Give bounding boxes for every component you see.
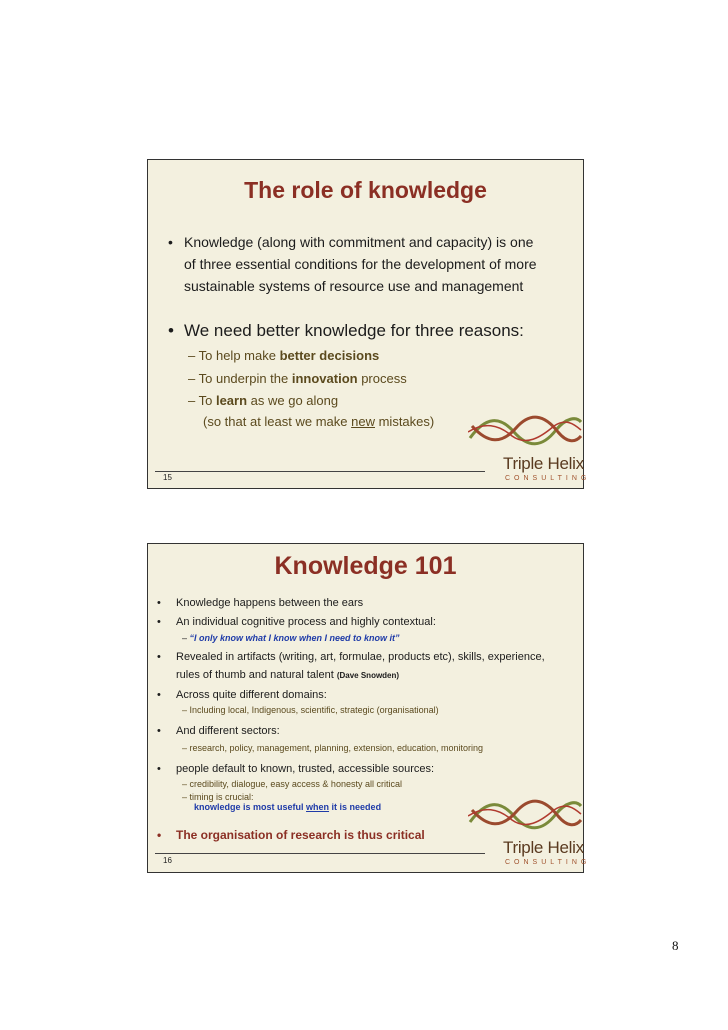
bullet-marker: • bbox=[157, 828, 162, 842]
bullet-text: of three essential conditions for the development of more bbox=[184, 256, 537, 272]
sub-bullet: – “I only know what I know when I need to know it” bbox=[182, 633, 400, 643]
logo-name: Triple Helix bbox=[503, 838, 584, 857]
dash-marker: – bbox=[188, 393, 196, 408]
triple-helix-logo bbox=[468, 408, 591, 490]
sub-bullet: – To learn as we go along bbox=[188, 393, 339, 408]
bullet-text: Revealed in artifacts (writing, art, formulae, products etc), skills, experience, bbox=[176, 651, 545, 663]
bullet-text: Across quite different domains: bbox=[176, 689, 327, 701]
dash-marker: – bbox=[182, 779, 188, 789]
triple-helix-logo bbox=[468, 792, 591, 874]
dash-marker: – bbox=[182, 705, 188, 715]
logo-subtitle: CONSULTING bbox=[505, 475, 591, 482]
sub-bullet-continuation: knowledge is most useful when it is needed bbox=[194, 802, 382, 812]
slide-15 bbox=[147, 159, 591, 489]
sub-bullet: – To help make better decisions bbox=[188, 348, 380, 363]
slide-number: 15 bbox=[163, 473, 172, 482]
bullet-marker: • bbox=[157, 725, 161, 737]
bullet-text: And different sectors: bbox=[176, 725, 280, 737]
dash-marker: – bbox=[188, 371, 196, 386]
dash-marker: – bbox=[182, 792, 188, 802]
bullet-marker: • bbox=[157, 597, 161, 609]
sub-bullet: – timing is crucial: bbox=[182, 792, 254, 802]
bullet-marker: • bbox=[157, 616, 161, 628]
slide-number: 16 bbox=[163, 856, 172, 865]
footer-divider bbox=[155, 853, 485, 854]
bullet-marker: • bbox=[157, 651, 161, 663]
sub-bullet: – research, policy, management, planning, extension, education, monitoring bbox=[182, 743, 484, 753]
bullet-text: We need better knowledge for three reasons: bbox=[184, 321, 524, 340]
logo-name: Triple Helix bbox=[503, 454, 584, 473]
slide-title: The role of knowledge bbox=[244, 177, 487, 203]
sub-bullet: – To underpin the innovation process bbox=[188, 371, 407, 386]
bullet-text: rules of thumb and natural talent (Dave Snowden) bbox=[176, 669, 400, 681]
bullet-text: people default to known, trusted, accessible sources: bbox=[176, 763, 435, 775]
bullet-marker: • bbox=[157, 689, 161, 701]
bullet-marker: • bbox=[168, 234, 173, 250]
dash-marker: – bbox=[188, 348, 196, 363]
sub-bullet: – Including local, Indigenous, scientific, strategic (organisational) bbox=[182, 705, 439, 715]
bullet-marker: • bbox=[157, 763, 161, 775]
sub-bullet-continuation: (so that at least we make new mistakes) bbox=[203, 414, 435, 429]
bullet-text: Knowledge (along with commitment and capacity) is one bbox=[184, 234, 534, 250]
bullet-text: The organisation of research is thus critical bbox=[176, 828, 425, 842]
footer-divider bbox=[155, 471, 485, 472]
helix-icon bbox=[468, 792, 583, 837]
dash-marker: – bbox=[182, 633, 188, 643]
dash-marker: – bbox=[182, 743, 188, 753]
bullet-marker: • bbox=[168, 321, 174, 340]
bullet-text: sustainable systems of resource use and management bbox=[184, 278, 524, 294]
page-number: 8 bbox=[672, 938, 679, 953]
bullet-text: Knowledge happens between the ears bbox=[176, 597, 364, 609]
bullet-text: An individual cognitive process and highly contextual: bbox=[176, 616, 436, 628]
helix-icon bbox=[468, 408, 583, 453]
slide-16 bbox=[147, 543, 591, 873]
slide-title: Knowledge 101 bbox=[274, 552, 457, 580]
sub-bullet: – credibility, dialogue, easy access & honesty all critical bbox=[182, 779, 402, 789]
logo-subtitle: CONSULTING bbox=[505, 859, 591, 866]
